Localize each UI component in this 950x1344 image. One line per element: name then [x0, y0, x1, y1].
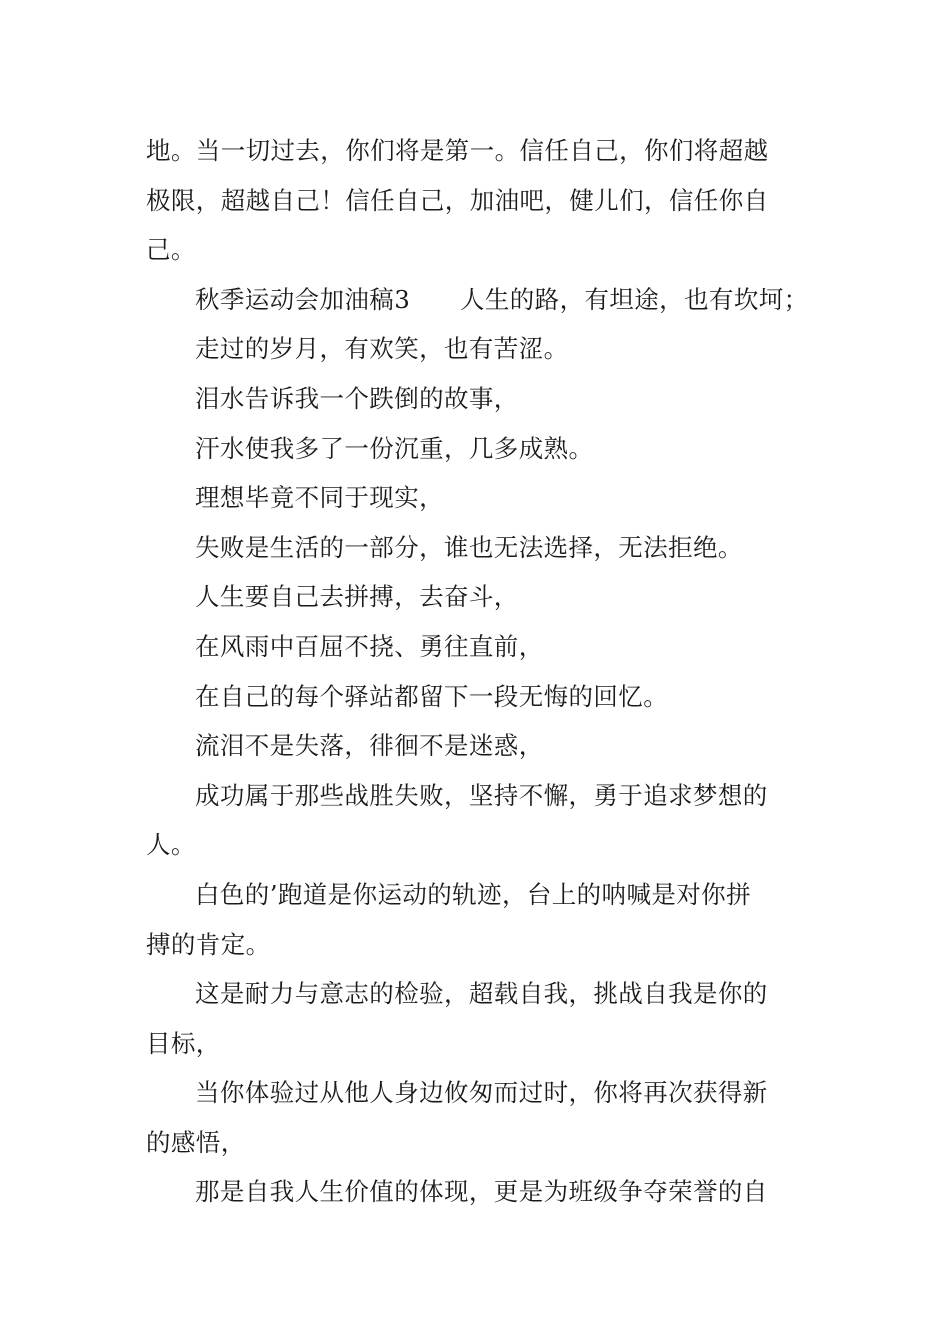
paragraph-line: 那是自我人生价值的体现，更是为班级争夺荣誉的自	[195, 1177, 768, 1207]
verse-line: 失败是生活的一部分，谁也无法选择，无法拒绝。	[195, 532, 743, 562]
paragraph-line: 这是耐力与意志的检验，超载自我，挑战自我是你的	[195, 979, 768, 1009]
paragraph-line: 的感悟，	[146, 1127, 246, 1157]
text-line: 己。	[146, 235, 196, 265]
verse-line: 人生要自己去拼搏，去奋斗，	[195, 582, 519, 612]
paragraph-line: 目标，	[146, 1028, 221, 1058]
verse-line: 汗水使我多了一份沉重，几多成熟。	[195, 433, 594, 463]
verse-line: 在自己的每个驿站都留下一段无悔的回忆。	[195, 681, 669, 711]
verse-line: 走过的岁月，有欢笑，也有苦涩。	[195, 334, 569, 364]
verse-line: 泪水告诉我一个跌倒的故事，	[195, 383, 519, 413]
paragraph-line: 白色的’跑道是你运动的轨迹，台上的呐喊是对你拼	[195, 879, 751, 909]
paragraph-line: 人。	[146, 830, 196, 860]
text-line: 极限，超越自己！信任自己，加油吧，健儿们，信任你自	[146, 185, 769, 215]
paragraph-line: 当你体验过从他人身边攸匆而过时，你将再次获得新	[195, 1078, 768, 1108]
verse-line: 在风雨中百屈不挠、勇往直前，	[195, 631, 544, 661]
paragraph-line: 搏的肯定。	[146, 929, 271, 959]
paragraph-line: 成功属于那些战胜失败，坚持不懈，勇于追求梦想的	[195, 780, 768, 810]
section-title-line: 秋季运动会加油稿3 人生的路，有坦途，也有坎坷；	[195, 284, 809, 314]
verse-line: 理想毕竟不同于现实，	[195, 483, 444, 513]
verse-line: 流泪不是失落，徘徊不是迷惑，	[195, 731, 544, 761]
text-line: 地。当一切过去，你们将是第一。信任自己，你们将超越	[146, 136, 769, 165]
document-page	[146, 126, 811, 1217]
